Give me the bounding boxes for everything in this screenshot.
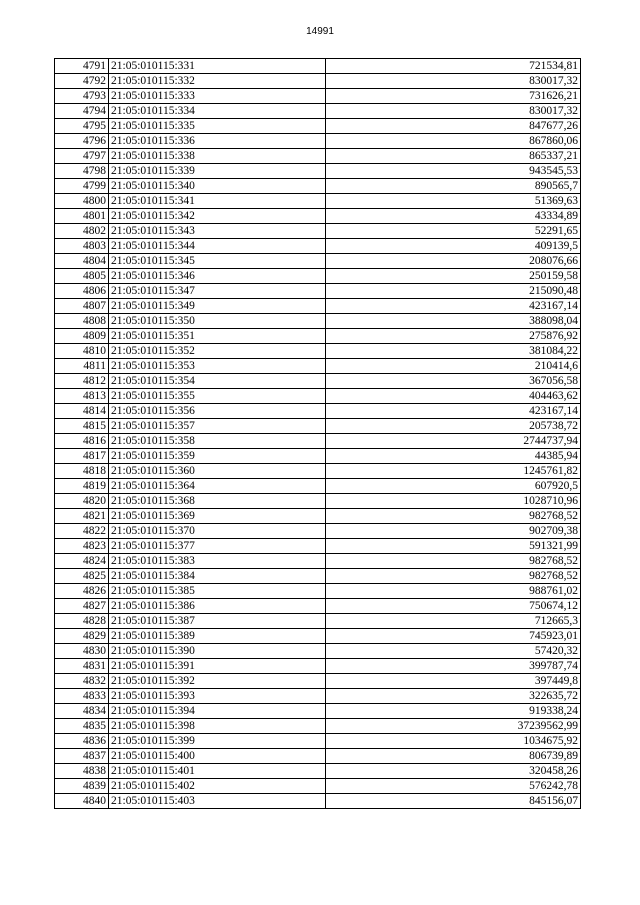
cadastral-number-cell: 21:05:010115:385 xyxy=(109,584,326,599)
table-row xyxy=(55,344,581,359)
table-row xyxy=(55,509,581,524)
value-cell: 830017,32 xyxy=(326,104,581,119)
row-number-cell: 4802 xyxy=(55,224,109,239)
row-number-cell: 4826 xyxy=(55,584,109,599)
cadastral-number-cell: 21:05:010115:386 xyxy=(109,599,326,614)
cadastral-number-cell: 21:05:010115:390 xyxy=(109,644,326,659)
row-number-cell: 4838 xyxy=(55,764,109,779)
value-cell: 982768,52 xyxy=(326,569,581,584)
cadastral-number-cell: 21:05:010115:403 xyxy=(109,794,326,809)
value-cell: 215090,48 xyxy=(326,284,581,299)
cadastral-number-cell: 21:05:010115:356 xyxy=(109,404,326,419)
cadastral-number-cell: 21:05:010115:355 xyxy=(109,389,326,404)
value-cell: 44385,94 xyxy=(326,449,581,464)
row-number-cell: 4823 xyxy=(55,539,109,554)
cadastral-number-cell: 21:05:010115:369 xyxy=(109,509,326,524)
cadastral-number-cell: 21:05:010115:332 xyxy=(109,74,326,89)
row-number-cell: 4822 xyxy=(55,524,109,539)
value-cell: 37239562,99 xyxy=(326,719,581,734)
value-cell: 750674,12 xyxy=(326,599,581,614)
row-number-cell: 4819 xyxy=(55,479,109,494)
value-cell: 397449,8 xyxy=(326,674,581,689)
row-number-cell: 4824 xyxy=(55,554,109,569)
row-number-cell: 4796 xyxy=(55,134,109,149)
table-row xyxy=(55,434,581,449)
cadastral-number-cell: 21:05:010115:370 xyxy=(109,524,326,539)
cadastral-number-cell: 21:05:010115:340 xyxy=(109,179,326,194)
row-number-cell: 4835 xyxy=(55,719,109,734)
table-row xyxy=(55,359,581,374)
cadastral-number-cell: 21:05:010115:343 xyxy=(109,224,326,239)
cadastral-number-cell: 21:05:010115:345 xyxy=(109,254,326,269)
cadastral-number-cell: 21:05:010115:401 xyxy=(109,764,326,779)
table-row xyxy=(55,644,581,659)
row-number-cell: 4825 xyxy=(55,569,109,584)
value-cell: 388098,04 xyxy=(326,314,581,329)
row-number-cell: 4827 xyxy=(55,599,109,614)
row-number-cell: 4801 xyxy=(55,209,109,224)
cadastral-number-cell: 21:05:010115:368 xyxy=(109,494,326,509)
value-cell: 607920,5 xyxy=(326,479,581,494)
row-number-cell: 4820 xyxy=(55,494,109,509)
table-row xyxy=(55,629,581,644)
row-number-cell: 4793 xyxy=(55,89,109,104)
cadastral-number-cell: 21:05:010115:402 xyxy=(109,779,326,794)
table-row xyxy=(55,524,581,539)
table-row xyxy=(55,74,581,89)
cadastral-number-cell: 21:05:010115:353 xyxy=(109,359,326,374)
cadastral-number-cell: 21:05:010115:349 xyxy=(109,299,326,314)
table-row xyxy=(55,569,581,584)
row-number-cell: 4809 xyxy=(55,329,109,344)
cadastral-number-cell: 21:05:010115:399 xyxy=(109,734,326,749)
row-number-cell: 4810 xyxy=(55,344,109,359)
cadastral-number-cell: 21:05:010115:358 xyxy=(109,434,326,449)
row-number-cell: 4839 xyxy=(55,779,109,794)
table-row xyxy=(55,179,581,194)
value-cell: 399787,74 xyxy=(326,659,581,674)
row-number-cell: 4808 xyxy=(55,314,109,329)
row-number-cell: 4792 xyxy=(55,74,109,89)
cadastral-number-cell: 21:05:010115:342 xyxy=(109,209,326,224)
value-cell: 423167,14 xyxy=(326,299,581,314)
registry-table-body xyxy=(55,59,581,809)
row-number-cell: 4811 xyxy=(55,359,109,374)
row-number-cell: 4812 xyxy=(55,374,109,389)
cadastral-number-cell: 21:05:010115:377 xyxy=(109,539,326,554)
table-row xyxy=(55,539,581,554)
table-row xyxy=(55,659,581,674)
table-row xyxy=(55,269,581,284)
row-number-cell: 4795 xyxy=(55,119,109,134)
table-row xyxy=(55,194,581,209)
table-row xyxy=(55,764,581,779)
row-number-cell: 4834 xyxy=(55,704,109,719)
cadastral-number-cell: 21:05:010115:391 xyxy=(109,659,326,674)
value-cell: 381084,22 xyxy=(326,344,581,359)
table-row xyxy=(55,104,581,119)
cadastral-number-cell: 21:05:010115:389 xyxy=(109,629,326,644)
table-row xyxy=(55,449,581,464)
table-row xyxy=(55,419,581,434)
cadastral-number-cell: 21:05:010115:387 xyxy=(109,614,326,629)
row-number-cell: 4837 xyxy=(55,749,109,764)
table-row xyxy=(55,704,581,719)
row-number-cell: 4807 xyxy=(55,299,109,314)
table-row xyxy=(55,494,581,509)
row-number-cell: 4833 xyxy=(55,689,109,704)
value-cell: 919338,24 xyxy=(326,704,581,719)
value-cell: 367056,58 xyxy=(326,374,581,389)
value-cell: 847677,26 xyxy=(326,119,581,134)
value-cell: 902709,38 xyxy=(326,524,581,539)
row-number-cell: 4794 xyxy=(55,104,109,119)
row-number-cell: 4829 xyxy=(55,629,109,644)
value-cell: 43334,89 xyxy=(326,209,581,224)
cadastral-number-cell: 21:05:010115:400 xyxy=(109,749,326,764)
page-number: 14991 xyxy=(306,26,334,37)
cadastral-number-cell: 21:05:010115:334 xyxy=(109,104,326,119)
row-number-cell: 4818 xyxy=(55,464,109,479)
cadastral-number-cell: 21:05:010115:359 xyxy=(109,449,326,464)
table-row xyxy=(55,479,581,494)
row-number-cell: 4821 xyxy=(55,509,109,524)
table-row xyxy=(55,299,581,314)
value-cell: 731626,21 xyxy=(326,89,581,104)
value-cell: 830017,32 xyxy=(326,74,581,89)
table-row xyxy=(55,284,581,299)
row-number-cell: 4803 xyxy=(55,239,109,254)
row-number-cell: 4797 xyxy=(55,149,109,164)
value-cell: 210414,6 xyxy=(326,359,581,374)
value-cell: 57420,32 xyxy=(326,644,581,659)
cadastral-number-cell: 21:05:010115:352 xyxy=(109,344,326,359)
row-number-cell: 4806 xyxy=(55,284,109,299)
value-cell: 409139,5 xyxy=(326,239,581,254)
value-cell: 2744737,94 xyxy=(326,434,581,449)
cadastral-number-cell: 21:05:010115:346 xyxy=(109,269,326,284)
cadastral-number-cell: 21:05:010115:364 xyxy=(109,479,326,494)
cadastral-number-cell: 21:05:010115:338 xyxy=(109,149,326,164)
row-number-cell: 4813 xyxy=(55,389,109,404)
cadastral-number-cell: 21:05:010115:333 xyxy=(109,89,326,104)
table-row xyxy=(55,239,581,254)
cadastral-number-cell: 21:05:010115:335 xyxy=(109,119,326,134)
table-row xyxy=(55,59,581,74)
row-number-cell: 4804 xyxy=(55,254,109,269)
cadastral-number-cell: 21:05:010115:351 xyxy=(109,329,326,344)
table-row xyxy=(55,164,581,179)
value-cell: 712665,3 xyxy=(326,614,581,629)
value-cell: 591321,99 xyxy=(326,539,581,554)
value-cell: 806739,89 xyxy=(326,749,581,764)
cadastral-number-cell: 21:05:010115:347 xyxy=(109,284,326,299)
value-cell: 1034675,92 xyxy=(326,734,581,749)
table-row xyxy=(55,404,581,419)
row-number-cell: 4800 xyxy=(55,194,109,209)
value-cell: 1245761,82 xyxy=(326,464,581,479)
table-row xyxy=(55,119,581,134)
value-cell: 845156,07 xyxy=(326,794,581,809)
row-number-cell: 4791 xyxy=(55,59,109,74)
cadastral-number-cell: 21:05:010115:331 xyxy=(109,59,326,74)
value-cell: 865337,21 xyxy=(326,149,581,164)
row-number-cell: 4830 xyxy=(55,644,109,659)
table-row xyxy=(55,719,581,734)
table-row xyxy=(55,794,581,809)
table-row xyxy=(55,329,581,344)
table-row xyxy=(55,734,581,749)
value-cell: 51369,63 xyxy=(326,194,581,209)
table-row xyxy=(55,779,581,794)
cadastral-number-cell: 21:05:010115:393 xyxy=(109,689,326,704)
value-cell: 208076,66 xyxy=(326,254,581,269)
cadastral-number-cell: 21:05:010115:383 xyxy=(109,554,326,569)
cadastral-number-cell: 21:05:010115:360 xyxy=(109,464,326,479)
value-cell: 988761,02 xyxy=(326,584,581,599)
row-number-cell: 4832 xyxy=(55,674,109,689)
value-cell: 576242,78 xyxy=(326,779,581,794)
table-row xyxy=(55,374,581,389)
value-cell: 423167,14 xyxy=(326,404,581,419)
value-cell: 250159,58 xyxy=(326,269,581,284)
value-cell: 52291,65 xyxy=(326,224,581,239)
value-cell: 404463,62 xyxy=(326,389,581,404)
value-cell: 320458,26 xyxy=(326,764,581,779)
table-row xyxy=(55,389,581,404)
table-row xyxy=(55,554,581,569)
table-row xyxy=(55,209,581,224)
cadastral-number-cell: 21:05:010115:354 xyxy=(109,374,326,389)
table-row xyxy=(55,749,581,764)
row-number-cell: 4799 xyxy=(55,179,109,194)
row-number-cell: 4814 xyxy=(55,404,109,419)
registry-table xyxy=(54,58,581,809)
value-cell: 982768,52 xyxy=(326,509,581,524)
table-row xyxy=(55,89,581,104)
cadastral-number-cell: 21:05:010115:394 xyxy=(109,704,326,719)
row-number-cell: 4840 xyxy=(55,794,109,809)
table-row xyxy=(55,254,581,269)
value-cell: 721534,81 xyxy=(326,59,581,74)
row-number-cell: 4815 xyxy=(55,419,109,434)
cadastral-number-cell: 21:05:010115:339 xyxy=(109,164,326,179)
row-number-cell: 4805 xyxy=(55,269,109,284)
value-cell: 867860,06 xyxy=(326,134,581,149)
cadastral-number-cell: 21:05:010115:384 xyxy=(109,569,326,584)
row-number-cell: 4828 xyxy=(55,614,109,629)
cadastral-number-cell: 21:05:010115:336 xyxy=(109,134,326,149)
row-number-cell: 4836 xyxy=(55,734,109,749)
table-row xyxy=(55,584,581,599)
table-row xyxy=(55,614,581,629)
value-cell: 322635,72 xyxy=(326,689,581,704)
table-row xyxy=(55,599,581,614)
cadastral-number-cell: 21:05:010115:392 xyxy=(109,674,326,689)
value-cell: 943545,53 xyxy=(326,164,581,179)
cadastral-number-cell: 21:05:010115:350 xyxy=(109,314,326,329)
value-cell: 890565,7 xyxy=(326,179,581,194)
table-row xyxy=(55,224,581,239)
value-cell: 1028710,96 xyxy=(326,494,581,509)
row-number-cell: 4816 xyxy=(55,434,109,449)
value-cell: 205738,72 xyxy=(326,419,581,434)
cadastral-number-cell: 21:05:010115:341 xyxy=(109,194,326,209)
table-row xyxy=(55,464,581,479)
row-number-cell: 4798 xyxy=(55,164,109,179)
table-row xyxy=(55,689,581,704)
row-number-cell: 4831 xyxy=(55,659,109,674)
cadastral-number-cell: 21:05:010115:398 xyxy=(109,719,326,734)
table-row xyxy=(55,149,581,164)
value-cell: 982768,52 xyxy=(326,554,581,569)
value-cell: 745923,01 xyxy=(326,629,581,644)
table-row xyxy=(55,134,581,149)
cadastral-number-cell: 21:05:010115:357 xyxy=(109,419,326,434)
table-row xyxy=(55,674,581,689)
cadastral-number-cell: 21:05:010115:344 xyxy=(109,239,326,254)
row-number-cell: 4817 xyxy=(55,449,109,464)
table-row xyxy=(55,314,581,329)
value-cell: 275876,92 xyxy=(326,329,581,344)
